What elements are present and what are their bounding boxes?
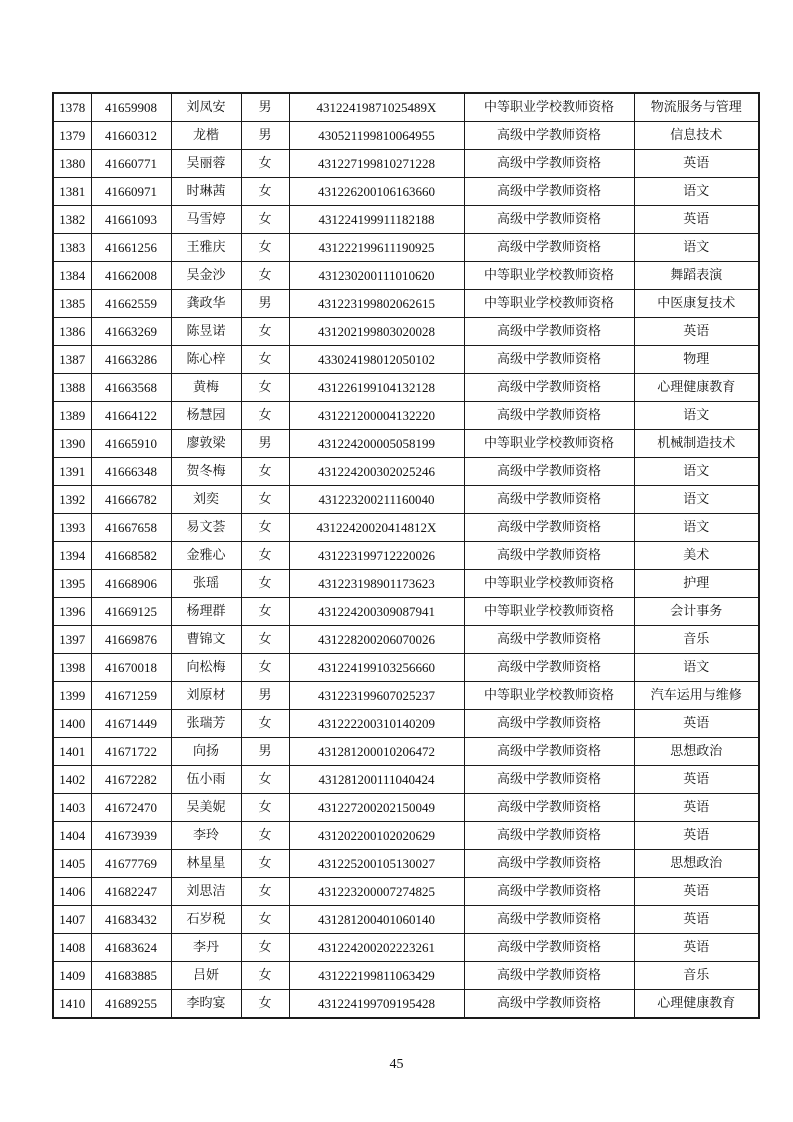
certificate-type-cell: 高级中学教师资格: [464, 850, 634, 878]
gender-cell: 女: [241, 906, 289, 934]
id-card-number-cell: 431224199709195428: [289, 990, 464, 1019]
candidate-name-cell: 龙楷: [171, 122, 241, 150]
gender-cell: 女: [241, 262, 289, 290]
subject-cell: 思想政治: [634, 850, 759, 878]
candidate-id-cell: 41664122: [91, 402, 171, 430]
sequence-number-cell: 1383: [53, 234, 91, 262]
certificate-type-cell: 高级中学教师资格: [464, 542, 634, 570]
id-card-number-cell: 433024198012050102: [289, 346, 464, 374]
sequence-number-cell: 1387: [53, 346, 91, 374]
candidate-name-cell: 马雪婷: [171, 206, 241, 234]
gender-cell: 女: [241, 486, 289, 514]
sequence-number-cell: 1395: [53, 570, 91, 598]
sequence-number-cell: 1402: [53, 766, 91, 794]
subject-cell: 语文: [634, 514, 759, 542]
candidate-id-cell: 41662559: [91, 290, 171, 318]
candidate-id-cell: 41662008: [91, 262, 171, 290]
roster-body: [53, 93, 759, 1018]
candidate-id-cell: 41660312: [91, 122, 171, 150]
candidate-id-cell: 41683624: [91, 934, 171, 962]
certificate-type-cell: 中等职业学校教师资格: [464, 430, 634, 458]
id-card-number-cell: 431223199712220026: [289, 542, 464, 570]
id-card-number-cell: 431226199104132128: [289, 374, 464, 402]
gender-cell: 女: [241, 962, 289, 990]
id-card-number-cell: 431224200302025246: [289, 458, 464, 486]
id-card-number-cell: 431222199811063429: [289, 962, 464, 990]
candidate-name-cell: 易文荟: [171, 514, 241, 542]
certificate-type-cell: 高级中学教师资格: [464, 122, 634, 150]
table-row: [53, 570, 759, 598]
table-row: [53, 514, 759, 542]
gender-cell: 男: [241, 738, 289, 766]
certificate-type-cell: 高级中学教师资格: [464, 794, 634, 822]
candidate-id-cell: 41672470: [91, 794, 171, 822]
gender-cell: 女: [241, 990, 289, 1019]
candidate-name-cell: 王雅庆: [171, 234, 241, 262]
candidate-name-cell: 张瑞芳: [171, 710, 241, 738]
candidate-name-cell: 曹锦文: [171, 626, 241, 654]
subject-cell: 音乐: [634, 962, 759, 990]
gender-cell: 女: [241, 570, 289, 598]
candidate-name-cell: 刘凤安: [171, 93, 241, 122]
subject-cell: 英语: [634, 794, 759, 822]
certificate-type-cell: 高级中学教师资格: [464, 990, 634, 1019]
gender-cell: 女: [241, 206, 289, 234]
id-card-number-cell: 431202200102020629: [289, 822, 464, 850]
candidate-id-cell: 41666782: [91, 486, 171, 514]
candidate-id-cell: 41663286: [91, 346, 171, 374]
sequence-number-cell: 1378: [53, 93, 91, 122]
candidate-id-cell: 41665910: [91, 430, 171, 458]
sequence-number-cell: 1384: [53, 262, 91, 290]
certificate-type-cell: 高级中学教师资格: [464, 878, 634, 906]
sequence-number-cell: 1404: [53, 822, 91, 850]
id-card-number-cell: 43122419871025489X: [289, 93, 464, 122]
candidate-name-cell: 刘奕: [171, 486, 241, 514]
id-card-number-cell: 430521199810064955: [289, 122, 464, 150]
candidate-id-cell: 41672282: [91, 766, 171, 794]
subject-cell: 中医康复技术: [634, 290, 759, 318]
sequence-number-cell: 1401: [53, 738, 91, 766]
gender-cell: 女: [241, 850, 289, 878]
sequence-number-cell: 1382: [53, 206, 91, 234]
candidate-id-cell: 41666348: [91, 458, 171, 486]
gender-cell: 女: [241, 458, 289, 486]
id-card-number-cell: 431230200111010620: [289, 262, 464, 290]
certificate-type-cell: 高级中学教师资格: [464, 822, 634, 850]
gender-cell: 女: [241, 710, 289, 738]
table-row: [53, 850, 759, 878]
table-row: [53, 234, 759, 262]
table-row: [53, 178, 759, 206]
gender-cell: 男: [241, 430, 289, 458]
id-card-number-cell: 431224199911182188: [289, 206, 464, 234]
candidate-name-cell: 刘原材: [171, 682, 241, 710]
gender-cell: 女: [241, 150, 289, 178]
candidate-name-cell: 黄梅: [171, 374, 241, 402]
table-row: [53, 262, 759, 290]
candidate-id-cell: 41670018: [91, 654, 171, 682]
gender-cell: 女: [241, 822, 289, 850]
candidate-name-cell: 李丹: [171, 934, 241, 962]
candidate-id-cell: 41668906: [91, 570, 171, 598]
table-row: [53, 710, 759, 738]
certificate-type-cell: 高级中学教师资格: [464, 346, 634, 374]
certificate-type-cell: 高级中学教师资格: [464, 906, 634, 934]
candidate-id-cell: 41682247: [91, 878, 171, 906]
certificate-type-cell: 高级中学教师资格: [464, 962, 634, 990]
sequence-number-cell: 1385: [53, 290, 91, 318]
subject-cell: 物流服务与管理: [634, 93, 759, 122]
gender-cell: 女: [241, 374, 289, 402]
table-row: [53, 654, 759, 682]
candidate-id-cell: 41671449: [91, 710, 171, 738]
candidate-id-cell: 41683432: [91, 906, 171, 934]
subject-cell: 会计事务: [634, 598, 759, 626]
id-card-number-cell: 431222200310140209: [289, 710, 464, 738]
gender-cell: 女: [241, 234, 289, 262]
subject-cell: 语文: [634, 402, 759, 430]
subject-cell: 汽车运用与维修: [634, 682, 759, 710]
subject-cell: 英语: [634, 878, 759, 906]
subject-cell: 英语: [634, 934, 759, 962]
sequence-number-cell: 1386: [53, 318, 91, 346]
certificate-type-cell: 中等职业学校教师资格: [464, 598, 634, 626]
candidate-name-cell: 吕妍: [171, 962, 241, 990]
candidate-name-cell: 向扬: [171, 738, 241, 766]
gender-cell: 女: [241, 794, 289, 822]
certificate-type-cell: 高级中学教师资格: [464, 738, 634, 766]
table-row: [53, 738, 759, 766]
sequence-number-cell: 1389: [53, 402, 91, 430]
candidate-id-cell: 41683885: [91, 962, 171, 990]
sequence-number-cell: 1394: [53, 542, 91, 570]
candidate-name-cell: 陈昱诺: [171, 318, 241, 346]
id-card-number-cell: 431227199810271228: [289, 150, 464, 178]
page-number: 45: [389, 1057, 404, 1072]
candidate-id-cell: 41689255: [91, 990, 171, 1019]
table-row: [53, 766, 759, 794]
id-card-number-cell: 431223200007274825: [289, 878, 464, 906]
candidate-id-cell: 41661256: [91, 234, 171, 262]
table-row: [53, 122, 759, 150]
certificate-type-cell: 中等职业学校教师资格: [464, 682, 634, 710]
id-card-number-cell: 431224200309087941: [289, 598, 464, 626]
sequence-number-cell: 1392: [53, 486, 91, 514]
table-row: [53, 990, 759, 1019]
candidate-name-cell: 石岁税: [171, 906, 241, 934]
table-row: [53, 206, 759, 234]
candidate-id-cell: 41669125: [91, 598, 171, 626]
gender-cell: 女: [241, 318, 289, 346]
certificate-type-cell: 高级中学教师资格: [464, 206, 634, 234]
table-row: [53, 150, 759, 178]
subject-cell: 语文: [634, 458, 759, 486]
certificate-type-cell: 高级中学教师资格: [464, 458, 634, 486]
candidate-name-cell: 贺冬梅: [171, 458, 241, 486]
gender-cell: 女: [241, 542, 289, 570]
sequence-number-cell: 1407: [53, 906, 91, 934]
subject-cell: 护理: [634, 570, 759, 598]
id-card-number-cell: 431227200202150049: [289, 794, 464, 822]
gender-cell: 女: [241, 654, 289, 682]
certificate-type-cell: 高级中学教师资格: [464, 766, 634, 794]
gender-cell: 女: [241, 626, 289, 654]
subject-cell: 心理健康教育: [634, 990, 759, 1019]
subject-cell: 思想政治: [634, 738, 759, 766]
gender-cell: 男: [241, 122, 289, 150]
sequence-number-cell: 1405: [53, 850, 91, 878]
table-row: [53, 346, 759, 374]
candidate-name-cell: 廖敦梁: [171, 430, 241, 458]
table-row: [53, 822, 759, 850]
candidate-name-cell: 时琳茜: [171, 178, 241, 206]
certificate-type-cell: 高级中学教师资格: [464, 318, 634, 346]
certificate-type-cell: 高级中学教师资格: [464, 934, 634, 962]
table-row: [53, 542, 759, 570]
certificate-type-cell: 高级中学教师资格: [464, 514, 634, 542]
candidate-id-cell: 41659908: [91, 93, 171, 122]
candidate-name-cell: 吴金沙: [171, 262, 241, 290]
sequence-number-cell: 1397: [53, 626, 91, 654]
id-card-number-cell: 431228200206070026: [289, 626, 464, 654]
certificate-type-cell: 高级中学教师资格: [464, 654, 634, 682]
table-row: [53, 318, 759, 346]
id-card-number-cell: 431281200111040424: [289, 766, 464, 794]
certificate-type-cell: 高级中学教师资格: [464, 234, 634, 262]
sequence-number-cell: 1409: [53, 962, 91, 990]
candidate-name-cell: 杨慧园: [171, 402, 241, 430]
subject-cell: 英语: [634, 710, 759, 738]
table-row: [53, 93, 759, 122]
candidate-id-cell: 41663568: [91, 374, 171, 402]
gender-cell: 女: [241, 402, 289, 430]
candidate-id-cell: 41668582: [91, 542, 171, 570]
certificate-type-cell: 高级中学教师资格: [464, 374, 634, 402]
certificate-type-cell: 中等职业学校教师资格: [464, 290, 634, 318]
id-card-number-cell: 431222199611190925: [289, 234, 464, 262]
candidate-id-cell: 41660971: [91, 178, 171, 206]
table-row: [53, 374, 759, 402]
candidate-id-cell: 41673939: [91, 822, 171, 850]
candidate-name-cell: 向松梅: [171, 654, 241, 682]
certificate-type-cell: 高级中学教师资格: [464, 486, 634, 514]
table-row: [53, 458, 759, 486]
sequence-number-cell: 1410: [53, 990, 91, 1019]
candidate-id-cell: 41660771: [91, 150, 171, 178]
subject-cell: 英语: [634, 766, 759, 794]
candidate-name-cell: 伍小雨: [171, 766, 241, 794]
subject-cell: 美术: [634, 542, 759, 570]
candidate-name-cell: 李昀宴: [171, 990, 241, 1019]
subject-cell: 心理健康教育: [634, 374, 759, 402]
candidate-name-cell: 林星星: [171, 850, 241, 878]
id-card-number-cell: 431281200401060140: [289, 906, 464, 934]
subject-cell: 英语: [634, 150, 759, 178]
candidate-name-cell: 杨理群: [171, 598, 241, 626]
gender-cell: 男: [241, 290, 289, 318]
candidate-id-cell: 41677769: [91, 850, 171, 878]
sequence-number-cell: 1388: [53, 374, 91, 402]
sequence-number-cell: 1408: [53, 934, 91, 962]
gender-cell: 男: [241, 93, 289, 122]
table-row: [53, 402, 759, 430]
roster-table: [52, 92, 760, 1019]
sequence-number-cell: 1390: [53, 430, 91, 458]
subject-cell: 语文: [634, 486, 759, 514]
subject-cell: 语文: [634, 654, 759, 682]
sequence-number-cell: 1399: [53, 682, 91, 710]
sequence-number-cell: 1391: [53, 458, 91, 486]
id-card-number-cell: 431223199802062615: [289, 290, 464, 318]
candidate-name-cell: 张瑶: [171, 570, 241, 598]
id-card-number-cell: 431224200005058199: [289, 430, 464, 458]
id-card-number-cell: 431223198901173623: [289, 570, 464, 598]
gender-cell: 女: [241, 934, 289, 962]
table-row: [53, 626, 759, 654]
table-row: [53, 934, 759, 962]
subject-cell: 英语: [634, 906, 759, 934]
sequence-number-cell: 1381: [53, 178, 91, 206]
subject-cell: 英语: [634, 206, 759, 234]
certificate-type-cell: 高级中学教师资格: [464, 710, 634, 738]
sequence-number-cell: 1398: [53, 654, 91, 682]
candidate-id-cell: 41671722: [91, 738, 171, 766]
subject-cell: 音乐: [634, 626, 759, 654]
sequence-number-cell: 1393: [53, 514, 91, 542]
table-row: [53, 962, 759, 990]
candidate-name-cell: 陈心梓: [171, 346, 241, 374]
candidate-id-cell: 41663269: [91, 318, 171, 346]
subject-cell: 英语: [634, 318, 759, 346]
candidate-name-cell: 刘思洁: [171, 878, 241, 906]
id-card-number-cell: 431224199103256660: [289, 654, 464, 682]
id-card-number-cell: 431225200105130027: [289, 850, 464, 878]
gender-cell: 男: [241, 682, 289, 710]
candidate-name-cell: 金雅心: [171, 542, 241, 570]
certificate-type-cell: 高级中学教师资格: [464, 626, 634, 654]
candidate-name-cell: 吴丽蓉: [171, 150, 241, 178]
certificate-type-cell: 中等职业学校教师资格: [464, 262, 634, 290]
sequence-number-cell: 1406: [53, 878, 91, 906]
table-row: [53, 430, 759, 458]
candidate-name-cell: 吴美妮: [171, 794, 241, 822]
certificate-type-cell: 高级中学教师资格: [464, 402, 634, 430]
candidate-id-cell: 41669876: [91, 626, 171, 654]
table-row: [53, 878, 759, 906]
id-card-number-cell: 431224200202223261: [289, 934, 464, 962]
sequence-number-cell: 1400: [53, 710, 91, 738]
gender-cell: 女: [241, 178, 289, 206]
subject-cell: 舞蹈表演: [634, 262, 759, 290]
certificate-type-cell: 高级中学教师资格: [464, 150, 634, 178]
subject-cell: 物理: [634, 346, 759, 374]
table-row: [53, 290, 759, 318]
id-card-number-cell: 431226200106163660: [289, 178, 464, 206]
candidate-id-cell: 41661093: [91, 206, 171, 234]
table-row: [53, 598, 759, 626]
certificate-type-cell: 中等职业学校教师资格: [464, 570, 634, 598]
table-row: [53, 906, 759, 934]
id-card-number-cell: 431281200010206472: [289, 738, 464, 766]
id-card-number-cell: 431202199803020028: [289, 318, 464, 346]
sequence-number-cell: 1380: [53, 150, 91, 178]
table-row: [53, 682, 759, 710]
subject-cell: 语文: [634, 178, 759, 206]
table-row: [53, 486, 759, 514]
id-card-number-cell: 431221200004132220: [289, 402, 464, 430]
subject-cell: 机械制造技术: [634, 430, 759, 458]
gender-cell: 女: [241, 346, 289, 374]
gender-cell: 女: [241, 598, 289, 626]
candidate-name-cell: 龚政华: [171, 290, 241, 318]
candidate-name-cell: 李玲: [171, 822, 241, 850]
gender-cell: 女: [241, 766, 289, 794]
sequence-number-cell: 1379: [53, 122, 91, 150]
subject-cell: 语文: [634, 234, 759, 262]
subject-cell: 信息技术: [634, 122, 759, 150]
candidate-id-cell: 41671259: [91, 682, 171, 710]
certificate-type-cell: 高级中学教师资格: [464, 178, 634, 206]
sequence-number-cell: 1396: [53, 598, 91, 626]
subject-cell: 英语: [634, 822, 759, 850]
id-card-number-cell: 43122420020414812X: [289, 514, 464, 542]
certificate-type-cell: 中等职业学校教师资格: [464, 93, 634, 122]
gender-cell: 女: [241, 514, 289, 542]
sequence-number-cell: 1403: [53, 794, 91, 822]
id-card-number-cell: 431223200211160040: [289, 486, 464, 514]
candidate-id-cell: 41667658: [91, 514, 171, 542]
table-row: [53, 794, 759, 822]
gender-cell: 女: [241, 878, 289, 906]
id-card-number-cell: 431223199607025237: [289, 682, 464, 710]
